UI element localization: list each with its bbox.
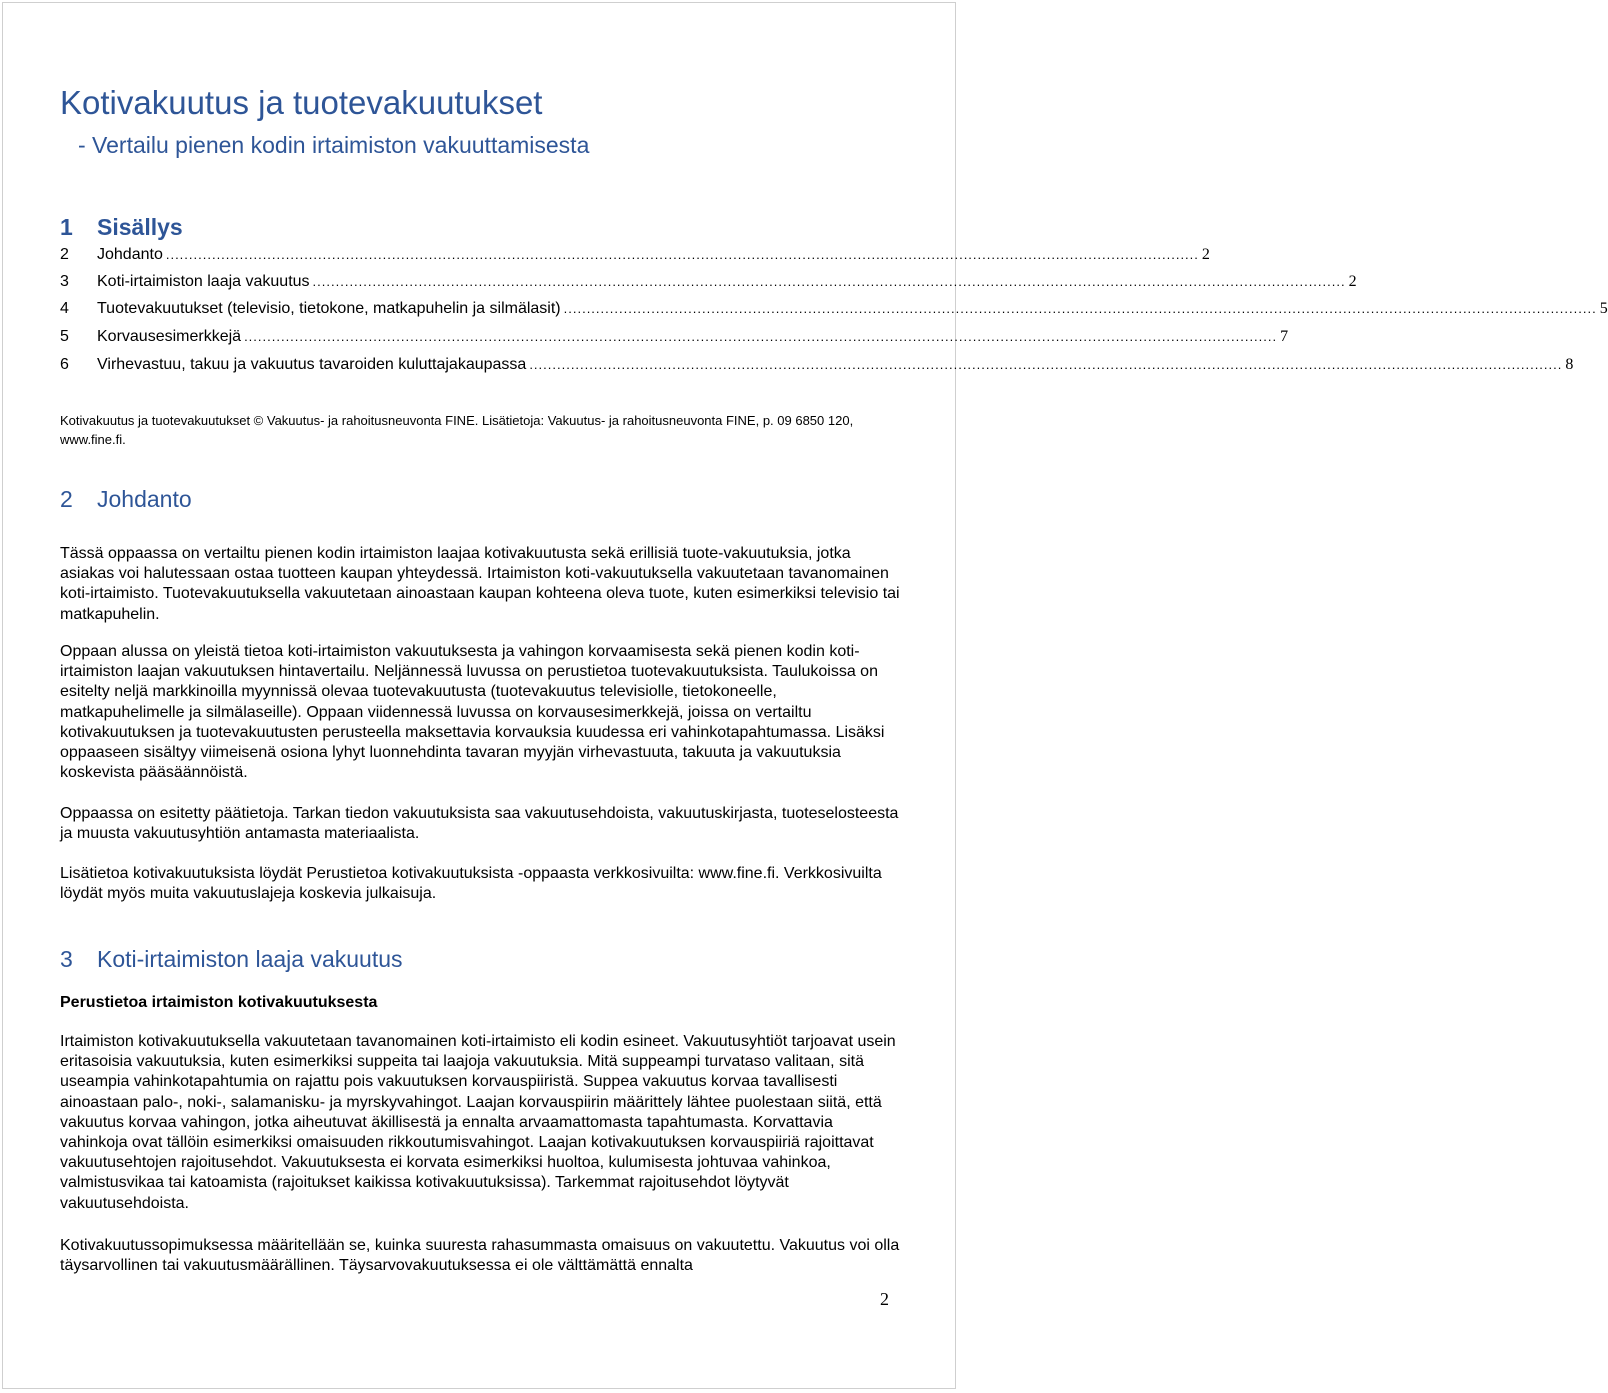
section-number: 2 bbox=[60, 486, 73, 512]
page-number: 2 bbox=[880, 1289, 889, 1309]
subheading-perustietoa: Perustietoa irtaimiston kotivakuutuksesta bbox=[60, 994, 378, 1011]
toc-item-korvausesimerkkeja[interactable] bbox=[60, 328, 1289, 350]
toc-leader-dots: ................................................................................................................................................................................................................................ bbox=[165, 247, 1199, 262]
document-subtitle: - Vertailu pienen kodin irtaimiston vakuuttamisesta bbox=[78, 132, 590, 158]
toc-leader-dots: ................................................................................................................................................................................................................................ bbox=[563, 301, 1597, 316]
toc-item-page: 2 bbox=[1201, 246, 1210, 263]
document-title: Kotivakuutus ja tuotevakuutukset bbox=[60, 84, 543, 121]
toc-heading-number: 1 bbox=[60, 214, 73, 240]
toc-item-number: 5 bbox=[60, 328, 69, 345]
section-title: Koti-irtaimiston laaja vakuutus bbox=[97, 946, 403, 972]
toc-item-title: Korvausesimerkkejä bbox=[97, 328, 242, 345]
toc-heading bbox=[60, 214, 183, 241]
toc-leader-dots: ................................................................................................................................................................................................................................ bbox=[244, 329, 1278, 344]
toc-item-page: 2 bbox=[1348, 273, 1357, 290]
toc-item-title: Virhevastuu, takuu ja vakuutus tavaroiden kuluttajakaupassa bbox=[97, 356, 527, 373]
toc-item-page: 8 bbox=[1565, 356, 1574, 373]
toc-item-title: Tuotevakuutukset (televisio, tietokone, matkapuhelin ja silmälasit) bbox=[97, 300, 561, 317]
toc-item-number: 3 bbox=[60, 273, 69, 290]
toc-item-title: Johdanto bbox=[97, 246, 163, 263]
toc-leader-dots: ................................................................................................................................................................................................................................ bbox=[312, 274, 1346, 289]
johdanto-paragraph-1: Tässä oppaassa on vertailtu pienen kodin irtaimiston laajaa kotivakuutusta sekä erillisiä tuote-vakuutuksia, jotka asiakas voi halutessaan ostaa tuotteen kaupan yhteydessä. Irtaimiston koti-vakuutuksella vakuutetaan tavanomainen koti-irtaimisto. Tuotevakuutuksella vakuutetaan ainoastaan kaupan kohteena oleva tuote, kuten esimerkiksi televisio tai matkapuhelin. bbox=[60, 545, 900, 623]
toc-item-title: Koti-irtaimiston laaja vakuutus bbox=[97, 273, 310, 290]
toc-item-page: 5 bbox=[1599, 300, 1608, 317]
toc-item-laaja-vakuutus[interactable] bbox=[60, 273, 1357, 295]
johdanto-paragraph-3: Oppaassa on esitetty päätietoja. Tarkan tiedon vakuutuksista saa vakuutusehdoista, vakuutuskirjasta, tuoteselosteesta ja muusta vakuutusyhtiön antamasta materiaalista. bbox=[60, 805, 899, 843]
copyright-credit: Kotivakuutus ja tuotevakuutukset © Vakuutus- ja rahoitusneuvonta FINE. Lisätietoja: Vakuutus- ja rahoitusneuvonta FINE, p. 09 6850 120, www.fine.fi. bbox=[60, 413, 854, 447]
toc-item-virhevastuu[interactable] bbox=[60, 356, 1574, 378]
toc-item-tuotevakuutukset[interactable] bbox=[60, 300, 1608, 322]
toc-item-johdanto[interactable] bbox=[60, 246, 1210, 268]
section-heading-johdanto bbox=[60, 486, 192, 513]
toc-item-number: 2 bbox=[60, 246, 69, 263]
laaja-paragraph-2: Kotivakuutussopimuksessa määritellään se, kuinka suuresta rahasummasta omaisuus on vakuutettu. Vakuutus voi olla täysarvollinen tai vakuutusmäärällinen. Täysarvovakuutuksessa ei ole välttämättä ennalta bbox=[60, 1237, 900, 1275]
johdanto-paragraph-4: Lisätietoa kotivakuutuksista löydät Perustietoa kotivakuutuksista -oppaasta verkkosivuilta: www.fine.fi. Verkkosivuilta löydät myös muita vakuutuslajeja koskevia julkaisuja. bbox=[60, 865, 882, 903]
toc-item-number: 4 bbox=[60, 300, 69, 317]
laaja-paragraph-1: Irtaimiston kotivakuutuksella vakuutetaan tavanomainen koti-irtaimisto eli kodin esineet. Vakuutusyhtiöt tarjoavat usein eritasoisia vakuutuksia, kuten esimerkiksi suppeita tai laajoja vakuutuksia. Mitä suppeampi turvataso valitaan, sitä useampia vahinkotapahtumia on rajattu pois vakuutuksen korvauspiiristä. Suppea vakuutus korvaa tavallisesti ainoastaan palo-, noki-, salamanisku- ja myrskyvahingot. Laajan korvauspiirin määrittely lähtee puolestaan siitä, että vakuutus korvaa vahingon, jotka aiheutuvat äkillisestä ja ennalta arvaamattomasta tapahtumasta. Korvattavia vahinkoja ovat tällöin esimerkiksi omaisuuden rikkoutumisvahingot. Laajan kotivakuutuksen korvauspiiriä rajoittavat vakuutusehtojen rajoitusehdot. Vakuutuksesta ei korvata esimerkiksi huoltoa, kulumisesta johtuvaa vahinkoa, valmistusvikaa tai katoamista (rajoitukset kaikissa kotivakuutuksissa). Tarkemmat rajoitusehdot löytyvät vakuutusehdoista. bbox=[60, 1033, 896, 1212]
section-number: 3 bbox=[60, 946, 73, 972]
section-title: Johdanto bbox=[97, 486, 192, 512]
toc-item-number: 6 bbox=[60, 356, 69, 373]
toc-item-page: 7 bbox=[1280, 328, 1289, 345]
toc-heading-text: Sisällys bbox=[97, 214, 183, 240]
section-heading-laaja-vakuutus bbox=[60, 946, 403, 973]
johdanto-paragraph-2: Oppaan alussa on yleistä tietoa koti-irtaimiston vakuutuksesta ja vahingon korvaamisesta sekä pienen kodin koti-irtaimiston laajan vakuutuksen hintavertailu. Neljännessä luvussa on perustietoa tuotevakuutuksista. Taulukoissa on esitelty neljä markkinoilla myynnissä olevaa tuotevakuutusta (tuotevakuutus televisiolle, tietokoneelle, matkapuhelimelle ja silmälaseille). Oppaan viidennessä luvussa on korvausesimerkkejä, joissa on vertailtu kotivakuutuksen ja tuotevakuutusten perusteella maksettavia korvauksia kuudessa eri vahinkotapahtumassa. Lisäksi oppaaseen sisältyy viimeisenä osiona lyhyt luonnehdinta tavaran myyjän virhevastuuta, takuuta ja vakuutuksia koskevista pääsäännöistä. bbox=[60, 643, 885, 782]
toc-leader-dots: ................................................................................................................................................................................................................................ bbox=[529, 357, 1563, 372]
